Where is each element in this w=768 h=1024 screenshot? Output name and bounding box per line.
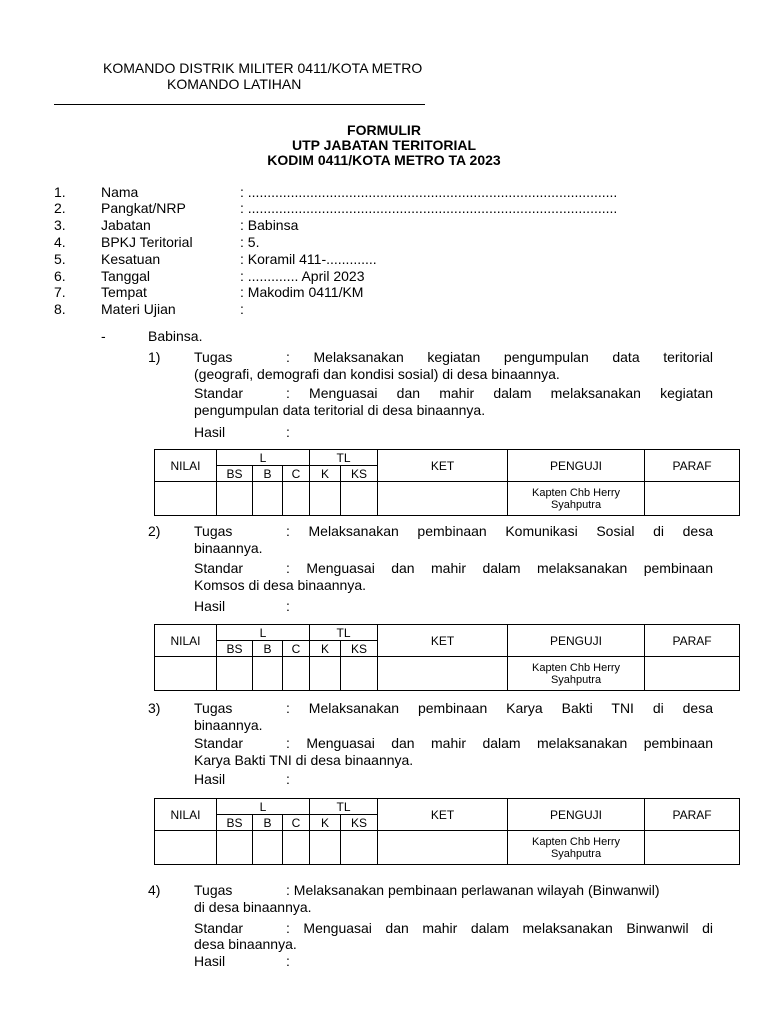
nilai-header: NILAI bbox=[155, 625, 217, 657]
ket-cell bbox=[378, 657, 508, 691]
k-cell bbox=[310, 482, 341, 516]
field-number: 8. bbox=[54, 301, 66, 317]
hasil-colon: : bbox=[286, 771, 290, 787]
standar-label: Standar bbox=[194, 385, 244, 401]
ks-header: KS bbox=[341, 641, 378, 657]
header-line-1: KOMANDO DISTRIK MILITER 0411/KOTA METRO bbox=[103, 60, 423, 76]
header-underline bbox=[54, 104, 425, 105]
examiner-name-line-1: Kapten Chb Herry bbox=[531, 486, 621, 499]
field-number: 2. bbox=[54, 200, 66, 216]
field-label-materi: Materi Ujian bbox=[101, 301, 176, 317]
examiner-name-line-2: Syahputra bbox=[550, 498, 602, 511]
bs-cell bbox=[217, 831, 253, 865]
l-header: L bbox=[217, 799, 310, 815]
c-cell bbox=[283, 657, 310, 691]
field-number: 1. bbox=[54, 184, 66, 200]
penguji-cell bbox=[508, 657, 645, 691]
field-label-tempat: Tempat bbox=[101, 284, 147, 300]
c-header: C bbox=[283, 466, 310, 482]
field-label-nama: Nama bbox=[101, 184, 139, 200]
standar-label: Standar bbox=[194, 735, 244, 751]
hasil-label: Hasil bbox=[194, 598, 226, 614]
k-header: K bbox=[310, 815, 341, 831]
c-cell bbox=[283, 831, 310, 865]
ket-header: KET bbox=[378, 799, 508, 831]
paraf-cell bbox=[645, 482, 740, 516]
standar-continuation: pengumpulan data teritorial di desa binaannya. bbox=[194, 402, 486, 418]
field-value-materi: : bbox=[240, 301, 244, 317]
standar-continuation: Komsos di desa binaannya. bbox=[194, 577, 366, 593]
bs-cell bbox=[217, 657, 253, 691]
header-line-2: KOMANDO LATIHAN bbox=[167, 76, 302, 92]
title-line-3: KODIM 0411/KOTA METRO TA 2023 bbox=[267, 152, 501, 168]
standar-text: : Menguasai dan mahir dalam melaksanakan Binwanwil di bbox=[286, 920, 713, 936]
paraf-cell bbox=[645, 831, 740, 865]
hasil-colon: : bbox=[286, 598, 290, 614]
tugas-label: Tugas bbox=[194, 349, 233, 365]
b-cell bbox=[253, 657, 283, 691]
score-table bbox=[154, 449, 740, 516]
tugas-text: : Melaksanakan kegiatan pengumpulan data teritorial bbox=[286, 349, 713, 365]
hasil-colon: : bbox=[286, 424, 290, 440]
b-header: B bbox=[253, 641, 283, 657]
c-header: C bbox=[283, 815, 310, 831]
standar-text: : Menguasai dan mahir dalam melaksanakan kegiatan bbox=[286, 385, 713, 401]
score-table bbox=[154, 798, 740, 865]
bs-header: BS bbox=[217, 466, 253, 482]
tugas-label: Tugas bbox=[194, 700, 233, 716]
tugas-continuation: binaannya. bbox=[194, 540, 263, 556]
field-label-bpkj: BPKJ Teritorial bbox=[101, 234, 193, 250]
k-cell bbox=[310, 657, 341, 691]
item-number: 4) bbox=[148, 882, 161, 898]
field-value-tanggal: : ............. April 2023 bbox=[240, 268, 365, 284]
item-number: 1) bbox=[148, 349, 161, 365]
standar-label: Standar bbox=[194, 560, 244, 576]
hasil-label: Hasil bbox=[194, 424, 226, 440]
paraf-header: PARAF bbox=[645, 625, 740, 657]
title-line-1: FORMULIR bbox=[347, 122, 421, 138]
field-number: 5. bbox=[54, 251, 66, 267]
b-cell bbox=[253, 831, 283, 865]
l-header: L bbox=[217, 625, 310, 641]
ks-cell bbox=[341, 657, 378, 691]
k-header: K bbox=[310, 466, 341, 482]
ks-header: KS bbox=[341, 466, 378, 482]
field-label-kesatuan: Kesatuan bbox=[101, 251, 161, 267]
field-label-pangkat: Pangkat/NRP bbox=[101, 200, 186, 216]
tugas-continuation: binaannya. bbox=[194, 717, 263, 733]
field-value-pangkat: : ............................................................................................... bbox=[240, 200, 618, 216]
examiner-name-line-2: Syahputra bbox=[550, 673, 602, 686]
examiner-name-line-1: Kapten Chb Herry bbox=[531, 835, 621, 848]
b-cell bbox=[253, 482, 283, 516]
tugas-continuation: di desa binaannya. bbox=[194, 899, 312, 915]
penguji-header: PENGUJI bbox=[508, 799, 645, 831]
penguji-header: PENGUJI bbox=[508, 625, 645, 657]
item-number: 3) bbox=[148, 700, 161, 716]
field-value-kesatuan: : Koramil 411-............. bbox=[240, 251, 377, 267]
field-number: 7. bbox=[54, 284, 66, 300]
title-line-2: UTP JABATAN TERITORIAL bbox=[291, 137, 477, 153]
tugas-text: : Melaksanakan pembinaan perlawanan wilayah (Binwanwil) bbox=[286, 882, 660, 898]
field-value-tempat: : Makodim 0411/KM bbox=[240, 284, 364, 300]
penguji-cell bbox=[508, 482, 645, 516]
tl-header: TL bbox=[310, 799, 378, 815]
standar-text: : Menguasai dan mahir dalam melaksanakan pembinaan bbox=[286, 735, 713, 751]
paraf-cell bbox=[645, 657, 740, 691]
k-header: K bbox=[310, 641, 341, 657]
paraf-header: PARAF bbox=[645, 450, 740, 482]
nilai-header: NILAI bbox=[155, 450, 217, 482]
ket-header: KET bbox=[378, 450, 508, 482]
standar-continuation: Karya Bakti TNI di desa binaannya. bbox=[194, 752, 414, 768]
ks-header: KS bbox=[341, 815, 378, 831]
penguji-cell bbox=[508, 831, 645, 865]
tugas-continuation: (geografi, demografi dan kondisi sosial) di desa binaannya. bbox=[194, 366, 560, 382]
bs-header: BS bbox=[217, 641, 253, 657]
score-table bbox=[154, 624, 740, 691]
penguji-header: PENGUJI bbox=[508, 450, 645, 482]
ket-header: KET bbox=[378, 625, 508, 657]
examiner-name-line-1: Kapten Chb Herry bbox=[531, 661, 621, 674]
nilai-cell bbox=[155, 831, 217, 865]
tugas-label: Tugas bbox=[194, 882, 233, 898]
ket-cell bbox=[378, 482, 508, 516]
field-number: 6. bbox=[54, 268, 66, 284]
ks-cell bbox=[341, 482, 378, 516]
c-header: C bbox=[283, 641, 310, 657]
nilai-cell bbox=[155, 482, 217, 516]
field-label-jabatan: Jabatan bbox=[101, 217, 151, 233]
section-dash: - bbox=[101, 328, 106, 344]
section-label: Babinsa. bbox=[148, 328, 203, 344]
tl-header: TL bbox=[310, 450, 378, 466]
standar-label: Standar bbox=[194, 920, 244, 936]
field-label-tanggal: Tanggal bbox=[101, 268, 151, 284]
standar-continuation: desa binaannya. bbox=[194, 936, 297, 952]
tugas-text: : Melaksanakan pembinaan Komunikasi Sosial di desa bbox=[286, 523, 713, 539]
ket-cell bbox=[378, 831, 508, 865]
examiner-name-line-2: Syahputra bbox=[550, 847, 602, 860]
k-cell bbox=[310, 831, 341, 865]
bs-cell bbox=[217, 482, 253, 516]
b-header: B bbox=[253, 815, 283, 831]
item-number: 2) bbox=[148, 523, 161, 539]
l-header: L bbox=[217, 450, 310, 466]
field-number: 4. bbox=[54, 234, 66, 250]
paraf-header: PARAF bbox=[645, 799, 740, 831]
standar-text: : Menguasai dan mahir dalam melaksanakan pembinaan bbox=[286, 560, 713, 576]
field-number: 3. bbox=[54, 217, 66, 233]
field-value-nama: : ............................................................................................... bbox=[240, 184, 618, 200]
c-cell bbox=[283, 482, 310, 516]
hasil-label: Hasil bbox=[194, 953, 226, 969]
hasil-label: Hasil bbox=[194, 771, 226, 787]
nilai-header: NILAI bbox=[155, 799, 217, 831]
field-value-bpkj: : 5. bbox=[240, 234, 260, 250]
hasil-colon: : bbox=[286, 953, 290, 969]
ks-cell bbox=[341, 831, 378, 865]
tl-header: TL bbox=[310, 625, 378, 641]
field-value-jabatan: : Babinsa bbox=[240, 217, 299, 233]
bs-header: BS bbox=[217, 815, 253, 831]
b-header: B bbox=[253, 466, 283, 482]
tugas-text: : Melaksanakan pembinaan Karya Bakti TNI di desa bbox=[286, 700, 713, 716]
tugas-label: Tugas bbox=[194, 523, 233, 539]
nilai-cell bbox=[155, 657, 217, 691]
